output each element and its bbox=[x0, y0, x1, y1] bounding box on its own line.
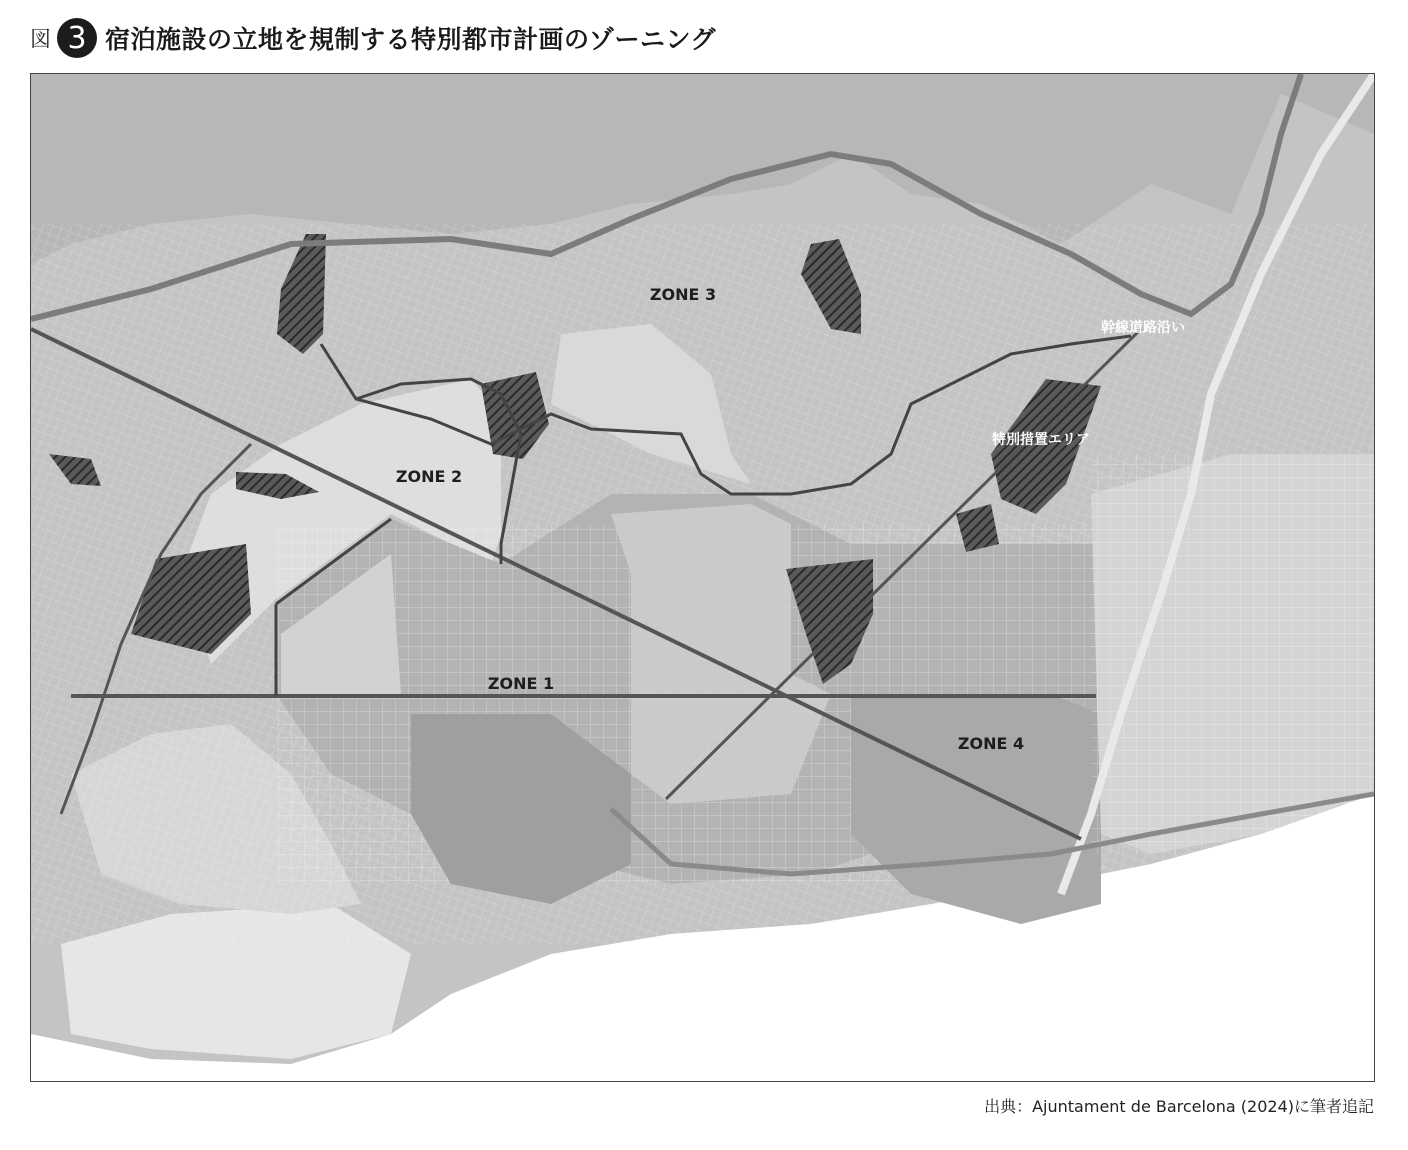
source-credit: 出典：Ajuntament de Barcelona (2024)に筆者追記 bbox=[984, 1097, 1374, 1116]
zone4-label: ZONE 4 bbox=[957, 734, 1025, 753]
zone3-label: ZONE 3 bbox=[649, 285, 717, 304]
zone2-label: ZONE 2 bbox=[395, 467, 463, 486]
special-area-label: 特別措置エリア bbox=[992, 432, 1090, 448]
map-canvas bbox=[31, 74, 1374, 1081]
zone1-label: ZONE 1 bbox=[487, 674, 555, 693]
figure-title: 宿泊施設の立地を規制する特別都市計画のゾーニング bbox=[105, 25, 717, 54]
figure-header bbox=[30, 16, 716, 60]
east-grid bbox=[1091, 454, 1374, 854]
figure-prefix: 図 bbox=[30, 27, 51, 51]
figure-number-badge: 3 bbox=[57, 18, 97, 58]
zoning-map bbox=[30, 73, 1375, 1082]
arterial-label: 幹線道路沿い bbox=[1101, 320, 1185, 336]
